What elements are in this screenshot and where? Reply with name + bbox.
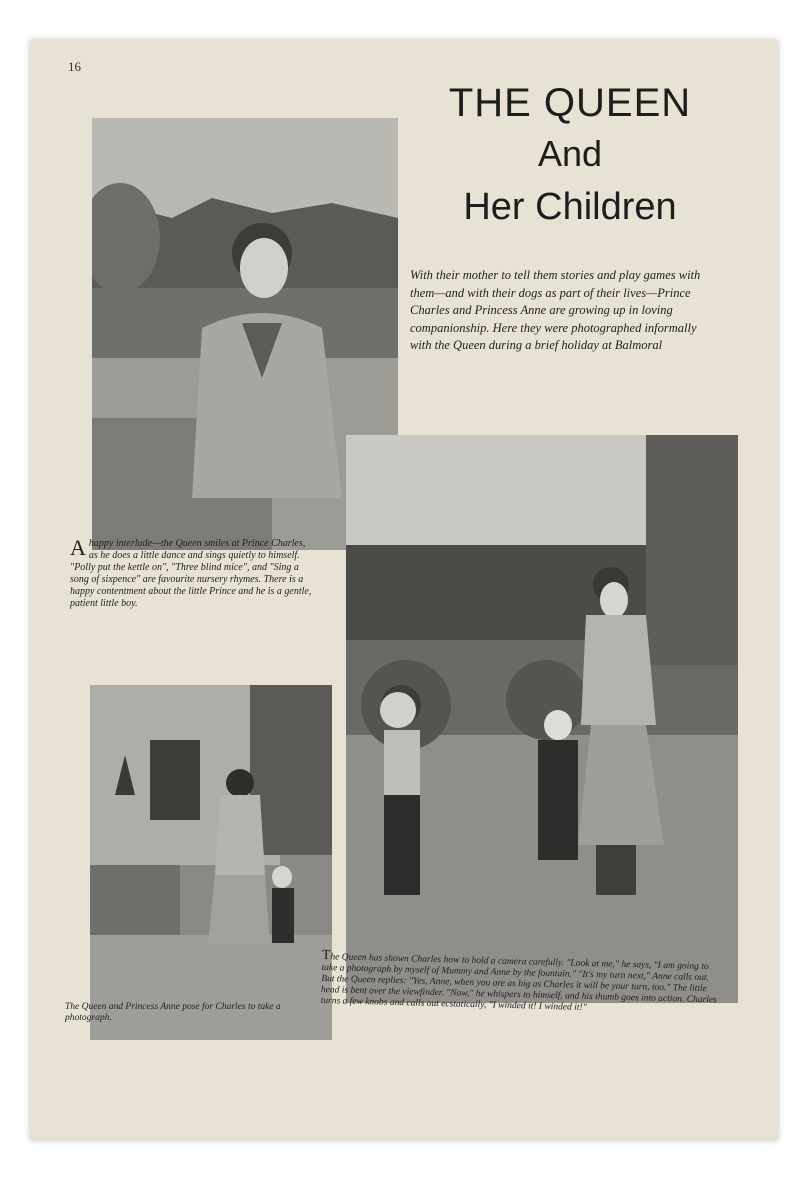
title-line-3: Her Children — [463, 186, 677, 228]
page-number: 16 — [68, 59, 81, 74]
caption-happy-text: happy interlude—the Queen smiles at Prince Charles, as he does a little dance and sings quietly to himself. "Polly put the kettle on", "Three blind mice", and "Sing a song of sixpence" are favourite nursery rhymes. There is a happy contentment about the little Prince and he is a gentle, patient little boy. — [70, 538, 312, 609]
dropcap-t: T — [321, 948, 331, 964]
photo-queen-children-lawn — [346, 435, 738, 1003]
photo-fountain — [90, 685, 332, 1040]
title-line-2: And — [537, 133, 603, 174]
title-line-1: THE QUEEN — [448, 81, 692, 125]
caption-happy-interlude — [70, 535, 315, 610]
caption-camera-text: he Queen has shown Charles how to hold a camera carefully. "Look at me," he says, "I am going to take a photograph by myself of Mummy and Anne by the fountain." "It's my turn next," Anne calls out. But the Queen replies: "Yes, Anne, when you are as big as Charles it will be your turn, too." The little head is bent over the viewfinder. "Now," he whispers to himself, and his thumb goes into action. Charles turns a few knobs and calls out ecstatically, "I winded it! I winded it!" — [320, 952, 717, 1013]
article-title — [420, 80, 720, 232]
caption-camera — [321, 950, 722, 1017]
intro-paragraph: With their mother to tell them stories and play games with them—and with their dogs as part of their lives—Prince Charles and Princess Anne are growing up in loving companionship. Here they were photographed informally with the Queen during a brief holiday at Balmoral — [410, 268, 701, 352]
dropcap-a: A — [70, 535, 86, 560]
caption-fountain: The Queen and Princess Anne pose for Charles to take a photograph. — [65, 1002, 281, 1023]
